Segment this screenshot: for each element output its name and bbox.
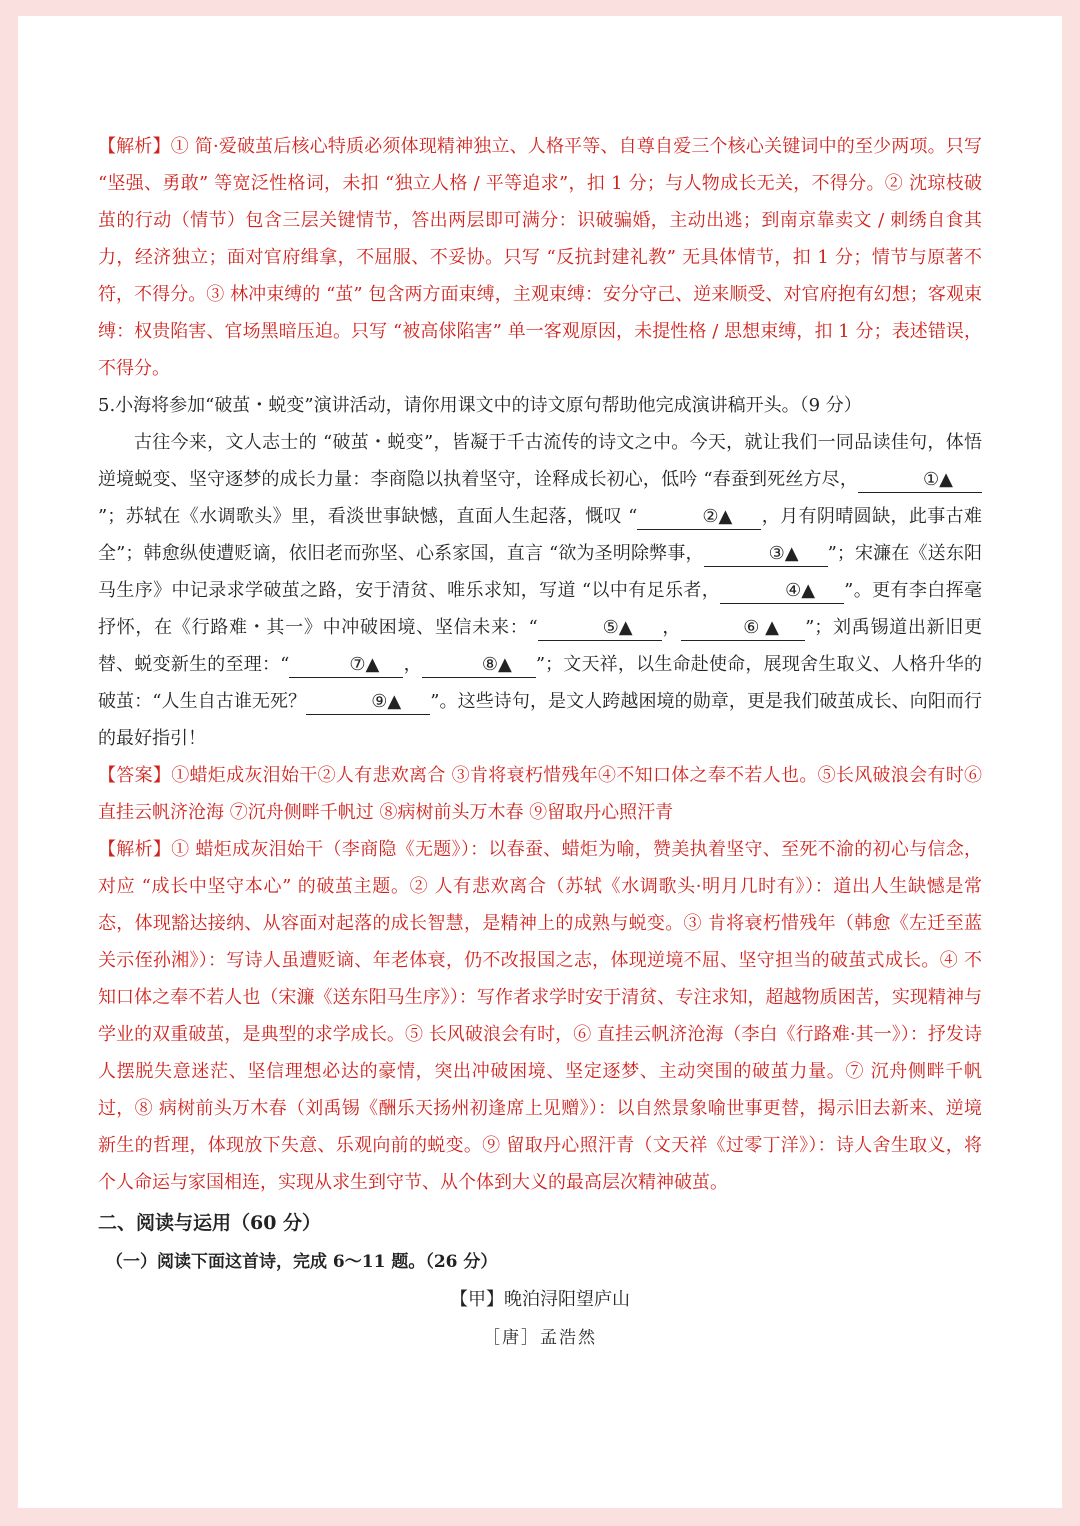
answer-blank-2[interactable]: ②▲: [637, 505, 761, 530]
sub-title: （一）阅读下面这首诗，完成 6～11 题。（26 分）: [106, 1252, 498, 1272]
answer-blank-4[interactable]: ④▲: [720, 579, 844, 604]
passage-text: ”；苏轼在《水调歌头》里，看淡世事缺憾，直面人生起落，慨叹 “: [98, 506, 638, 527]
answer-blank-8[interactable]: ⑧▲: [422, 653, 536, 678]
document-content: [98, 128, 982, 1357]
question-5-passage: [98, 424, 982, 757]
passage-text: ，月有阴晴圆缺，此事古难全”；韩愈纵使遭贬谪，依旧老而弥坚、心系家国，直言 “欲为圣明除弊事，: [98, 506, 983, 564]
answer-blank-3[interactable]: ③▲: [704, 542, 828, 567]
poem-title: 【甲】晚泊浔阳望庐山: [450, 1289, 630, 1310]
document-page: [18, 16, 1062, 1508]
analysis-q4: 【解析】① 简·爱破茧后核心特质必须体现精神独立、人格平等、自尊自爱三个核心关键词中的至少两项。只写 “坚强、勇敢” 等宽泛性格词，未扣 “独立人格 / 平等追求”，扣 1 分；与人物成长无关，不得分。② 沈琼枝破茧的行动（情节）包含三层关键情节，答出两层即可满分：识破骗婚，主动出逃；到南京靠卖文 / 刺绣自食其力，经济独立；面对官府缉拿，不屈服、不妥协。只写 “反抗封建礼教” 无具体情节，扣 1 分；情节与原著不符，不得分。③ 林冲束缚的 “茧” 包含两方面束缚，主观束缚：安分守己、逆来顺受、对官府抱有幻想；客观束缚：权贵陷害、官场黑暗压迫。只写 “被高俅陷害” 单一客观原因，未提性格 / 思想束缚，扣 1 分；表述错误，不得分。: [98, 136, 982, 379]
poem-author: ［唐］孟浩然: [483, 1328, 597, 1348]
passage-text: ”；宋濂在《送东阳马生序》中记录求学破茧之路，安于清贫、唯乐求知，写道 “以中有足乐者，: [98, 543, 982, 601]
answer-blank-9[interactable]: ⑨▲: [306, 690, 430, 715]
answer-q5: 【答案】①蜡炬成灰泪始干②人有悲欢离合 ③肯将衰朽惜残年④不知口体之奉不若人也。⑤长风破浪会有时⑥直挂云帆济沧海 ⑦沉舟侧畔千帆过 ⑧病树前头万木春 ⑨留取丹心照汗青: [98, 765, 982, 823]
answer-blank-7[interactable]: ⑦▲: [289, 653, 403, 678]
passage-text: ”。更有李白挥毫抒怀，在《行路难・其一》中冲破困境、坚信未来：“: [98, 580, 983, 638]
passage-text: ”。这些诗句，是文人跨越困境的勋章，更是我们破茧成长、向阳而行的最好指引！: [98, 691, 983, 749]
answer-blank-1[interactable]: ①▲: [858, 468, 982, 493]
passage-text: ”；刘禹锡道出新旧更替、蜕变新生的至理：“: [98, 617, 983, 675]
passage-text: ”；文天祥，以生命赴使命，展现舍生取义、人格升华的破茧：“人生自古谁无死？: [98, 654, 983, 712]
passage-text: ，: [661, 617, 682, 638]
passage-text: ，: [403, 654, 422, 675]
answer-blank-6[interactable]: ⑥ ▲: [681, 616, 805, 641]
passage-text: 古往今来，文人志士的 “破茧・蜕变”，皆凝于千古流传的诗文之中。今天，就让我们一同品读佳句，体悟逆境蜕变、坚守逐梦的成长力量：李商隐以执着坚守，诠释成长初心，低吟 “春蚕到死丝方尽，: [98, 432, 982, 490]
answer-blank-5[interactable]: ⑤▲: [538, 616, 662, 641]
section-title: 二、阅读与运用（60 分）: [98, 1212, 322, 1234]
analysis-q5: 【解析】① 蜡炬成灰泪始干（李商隐《无题》）：以春蚕、蜡炬为喻，赞美执着坚守、至死不渝的初心与信念，对应 “成长中坚守本心” 的破茧主题。② 人有悲欢离合（苏轼《水调歌头·明月几时有》）：道出人生缺憾是常态，体现豁达接纳、从容面对起落的成长智慧，是精神上的成熟与蜕变。③ 肯将衰朽惜残年（韩愈《左迁至蓝关示侄孙湘》）：写诗人虽遭贬谪、年老体衰，仍不改报国之志，体现逆境不屈、坚守担当的破茧式成长。④ 不知口体之奉不若人也（宋濂《送东阳马生序》）：写作者求学时安于清贫、专注求知，超越物质困苦，实现精神与学业的双重破茧，是典型的求学成长。⑤ 长风破浪会有时，⑥ 直挂云帆济沧海（李白《行路难·其一》）：抒发诗人摆脱失意迷茫、坚信理想必达的豪情，突出冲破困境、坚定逐梦、主动突围的破茧力量。⑦ 沉舟侧畔千帆过，⑧ 病树前头万木春（刘禹锡《酬乐天扬州初逢席上见赠》）：以自然景象喻世事更替，揭示旧去新来、逆境新生的哲理，体现放下失意、乐观向前的蜕变。⑨ 留取丹心照汗青（文天祥《过零丁洋》）：诗人舍生取义，将个人命运与家国相连，实现从求生到守节、从个体到大义的最高层次精神破茧。: [98, 839, 982, 1193]
question-5-prompt: 5.小海将参加“破茧・蜕变”演讲活动，请你用课文中的诗文原句帮助他完成演讲稿开头。（9 分）: [98, 395, 862, 416]
